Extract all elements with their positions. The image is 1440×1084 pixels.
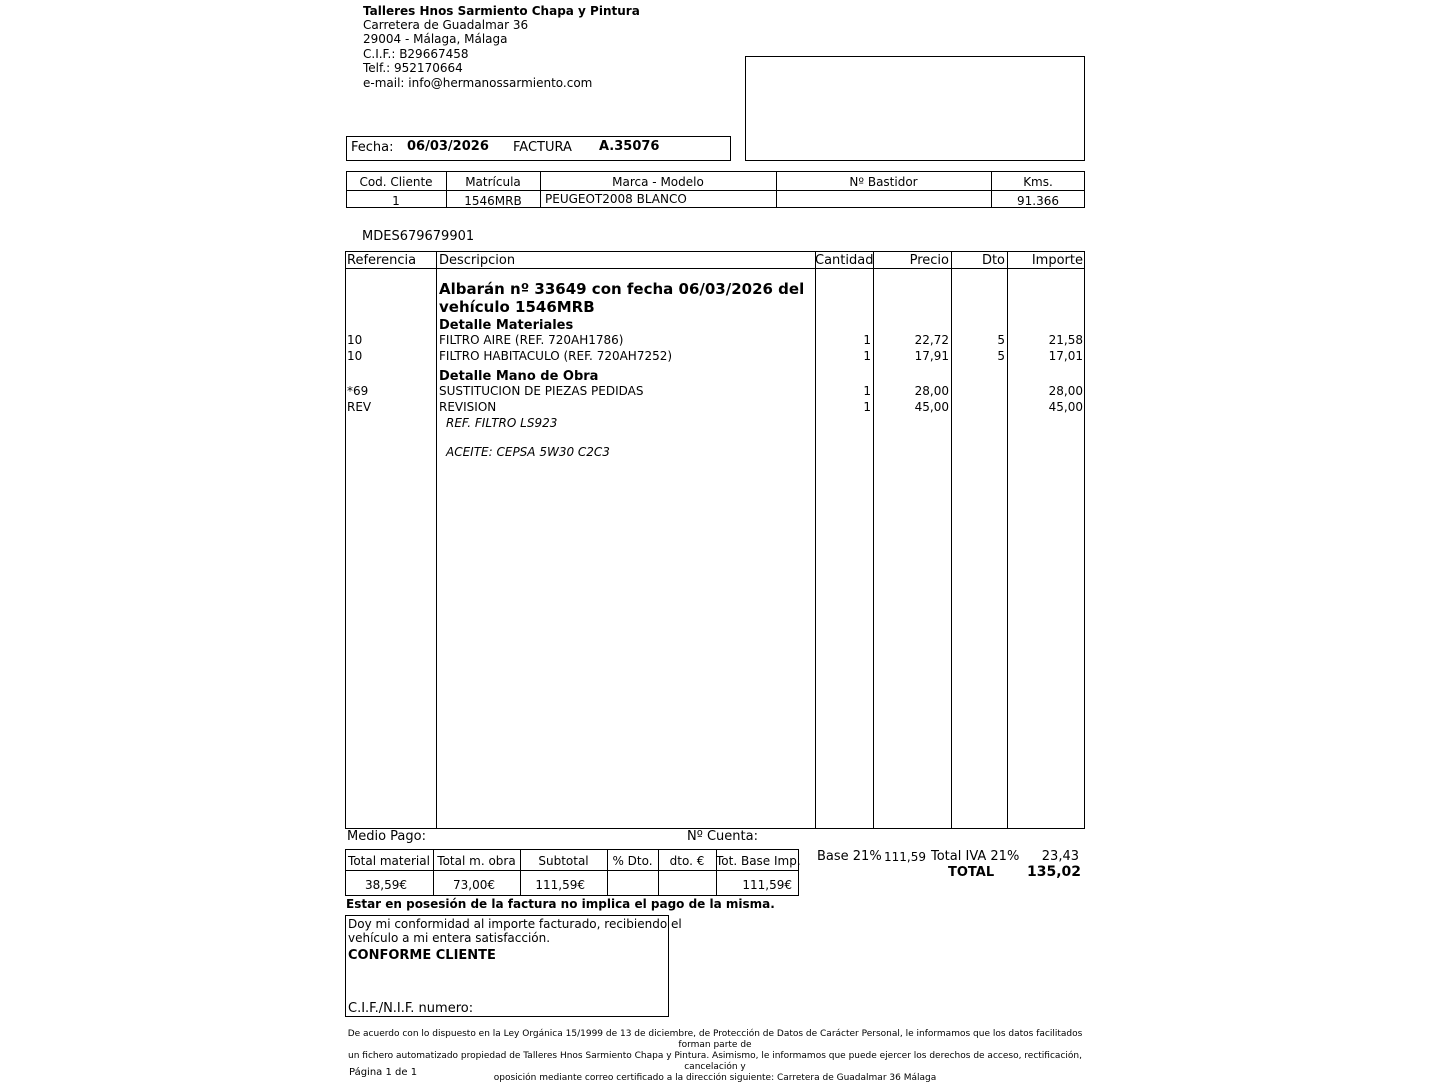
line-ref: REV [347, 400, 372, 414]
total-label: TOTAL [948, 865, 995, 880]
totals-header-material: Total material [348, 854, 430, 868]
line-price: 17,91 [914, 349, 949, 363]
totals-header-labor: Total m. obra [437, 854, 516, 868]
vehicle-kms: 91.366 [1017, 194, 1059, 208]
base-label: Base 21% [817, 849, 882, 864]
line-desc: SUSTITUCION DE PIEZAS PEDIDAS [439, 384, 644, 398]
vehicle-header-model: Marca - Modelo [612, 175, 704, 189]
line-desc: REVISION [439, 400, 497, 414]
vehicle-model: PEUGEOT2008 BLANCO [545, 192, 687, 206]
base-value: 111,59 [884, 850, 926, 864]
line-ref: *69 [347, 384, 369, 398]
totals-base: 111,59€ [742, 878, 792, 892]
invoice-header-box [346, 136, 731, 161]
account-label: Nº Cuenta: [687, 829, 758, 844]
line-desc: FILTRO AIRE (REF. 720AH1786) [439, 333, 624, 347]
company-city: 29004 - Málaga, Málaga [363, 32, 508, 46]
vehicle-plate: 1546MRB [464, 194, 522, 208]
iva-label: Total IVA 21% [931, 849, 1020, 864]
line-dto: 5 [997, 349, 1005, 363]
line-ref: 10 [347, 333, 363, 347]
invoice-type: FACTURA [513, 140, 572, 155]
materials-title: Detalle Materiales [439, 318, 574, 333]
totals-subtotal: 111,59€ [535, 878, 585, 892]
line-desc: FILTRO HABITACULO (REF. 720AH7252) [439, 349, 673, 363]
line-qty: 1 [863, 349, 871, 363]
legal-line-2: un fichero automatizado propiedad de Talleres Hnos Sarmiento Chapa y Pintura. Asimismo, le informamos que puede ejercer los derechos de acceso, rectificación, cancelación y [348, 1051, 1082, 1072]
lines-header-qty: Cantidad [815, 253, 874, 268]
totals-header-dto-eur: dto. € [669, 854, 705, 868]
vehicle-client-code: 1 [392, 194, 400, 208]
company-address: Carretera de Guadalmar 36 [363, 18, 529, 32]
page-number: Página 1 de 1 [349, 1067, 418, 1078]
line-price: 28,00 [914, 384, 949, 398]
totals-header-subtotal: Subtotal [538, 854, 589, 868]
invoice-date: 06/03/2026 [407, 139, 489, 154]
client-address-box [745, 56, 1085, 161]
conformity-title: CONFORME CLIENTE [348, 948, 496, 963]
company-cif: C.I.F.: B29667458 [363, 47, 469, 61]
vehicle-header-plate: Matrícula [465, 175, 521, 189]
totals-header-base: Tot. Base Imp. [716, 854, 801, 868]
lines-header-amount: Importe [1031, 253, 1083, 268]
line-amount: 45,00 [1048, 400, 1083, 414]
line-price: 22,72 [914, 333, 949, 347]
legal-line-3: oposición mediante correo certificado a la dirección siguiente: Carretera de Guadalmar 36 Málaga [493, 1073, 937, 1083]
lines-header-ref: Referencia [347, 253, 417, 268]
company-email: e-mail: info@hermanossarmiento.com [363, 76, 593, 90]
line-ref: 10 [347, 349, 363, 363]
labor-title: Detalle Mano de Obra [439, 369, 599, 384]
iva-value: 23,43 [1041, 849, 1079, 864]
line-amount: 21,58 [1048, 333, 1083, 347]
line-amount: 17,01 [1048, 349, 1083, 363]
legal-line-1: De acuerdo con lo dispuesto en la Ley Orgánica 15/1999 de 13 de diciembre, de Protección de Datos de Carácter Personal, le informamos que los datos facilitados forman parte de [347, 1029, 1083, 1050]
totals-header-dto-pct: % Dto. [612, 854, 653, 868]
line-dto: 5 [997, 333, 1005, 347]
lines-header-price: Precio [909, 253, 949, 268]
conformity-box [345, 915, 682, 1017]
company-name: Talleres Hnos Sarmiento Chapa y Pintura [363, 4, 640, 18]
albaran-title-line2: vehículo 1546MRB [439, 298, 595, 316]
vehicle-header-vin: Nº Bastidor [849, 175, 918, 189]
total-value: 135,02 [1026, 864, 1081, 880]
totals-material: 38,59€ [365, 878, 407, 892]
lines-header-desc: Descripcion [439, 253, 516, 268]
conformity-text-2: vehículo a mi entera satisfacción. [348, 931, 551, 945]
line-qty: 1 [863, 333, 871, 347]
legal-notice [340, 1029, 1090, 1084]
vehicle-header-kms: Kms. [1023, 175, 1053, 189]
invoice-number: A.35076 [599, 139, 660, 154]
line-qty: 1 [863, 384, 871, 398]
company-phone: Telf.: 952170664 [363, 61, 463, 75]
vehicle-header-client: Cod. Cliente [359, 175, 433, 189]
line-qty: 1 [863, 400, 871, 414]
note-oil: ACEITE: CEPSA 5W30 C2C3 [446, 445, 610, 459]
date-label: Fecha: [351, 140, 394, 155]
lines-header-dto: Dto [981, 253, 1005, 268]
id-number-label: C.I.F./N.I.F. numero: [348, 1001, 474, 1016]
totals-labor: 73,00€ [453, 878, 495, 892]
extra-reference: MDES679679901 [362, 229, 475, 244]
albaran-title-line1: Albarán nº 33649 con fecha 06/03/2026 del [439, 280, 805, 298]
conformity-text-1: Doy mi conformidad al importe facturado, recibiendo el [348, 917, 682, 931]
note-filter: REF. FILTRO LS923 [446, 416, 558, 430]
line-price: 45,00 [914, 400, 949, 414]
line-amount: 28,00 [1048, 384, 1083, 398]
payment-method-label: Medio Pago: [347, 829, 426, 844]
payment-notice: Estar en posesión de la factura no implica el pago de la misma. [346, 897, 775, 911]
